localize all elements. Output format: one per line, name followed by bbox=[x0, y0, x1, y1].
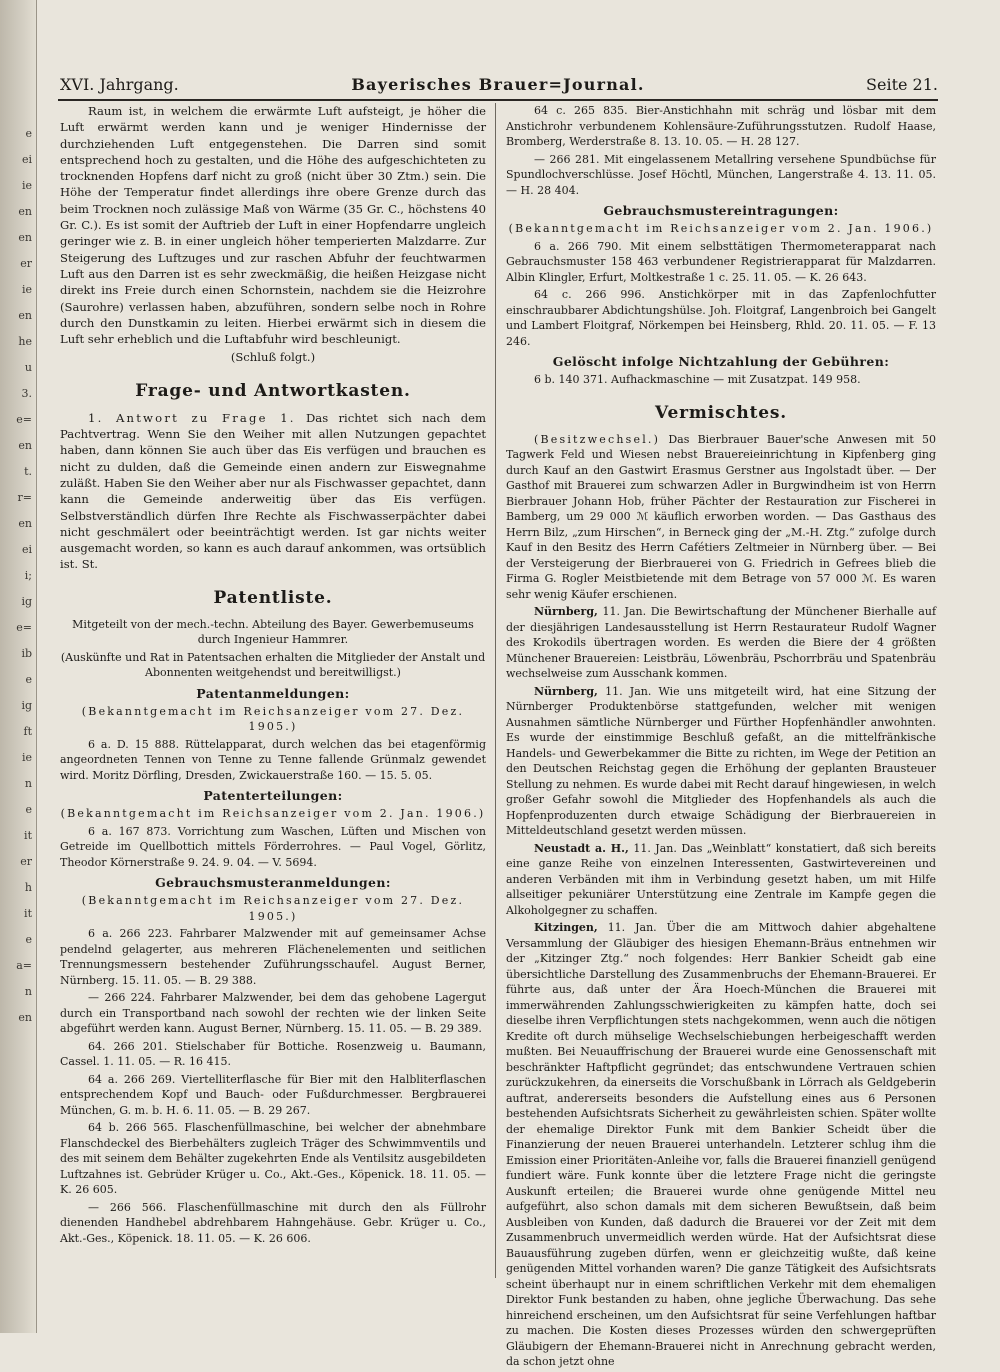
subheading-erteilungen: Patenterteilungen: bbox=[203, 788, 343, 804]
margin-fragment: 3. bbox=[21, 387, 32, 400]
news-lead: Nürnberg, bbox=[534, 684, 598, 698]
continued-note: (Schluß folgt.) bbox=[230, 350, 316, 365]
news-text: 11. Jan. Die Bewirtschaftung der Münchener Bierhalle auf der diesjährigen Landesausstellung ist Herrn Restaurateur Rudolf Wagner des Krokodils übertragen worden. Es werden die Biere der 4 größten Münchener Brauereien: Leistbräu, Löwenbräu, Pschorrbräu und Spatenbräu wechselweise zum Ausschank kommen. bbox=[506, 605, 937, 680]
patent-entry: 6 a. D. 15 888. Rüttelapparat, durch welchen das bei etagenförmig angeordneten Tennen von Tenne zu Tenne fallende Grünmalz gewendet wird. Moritz Dörfling, Dresden, Zwickauerstraße 160. — 15. 5. 05. bbox=[60, 737, 486, 782]
page-number: Seite 21. bbox=[866, 75, 938, 94]
patent-entry: 64 c. 266 996. Anstichkörper mit in das Zapfenlochfutter einschraubbarer Abdichtungshülse. Joh. Floitgraf, Langenbroich bei Gangelt und Lambert Floitgraf, Nörkempen bei Heinsberg, Rhld. 20. 11. 05. — F. 13 246. bbox=[506, 288, 936, 348]
margin-fragment: r= bbox=[17, 491, 32, 504]
margin-fragment: en bbox=[18, 1011, 32, 1024]
announcement-line: (Bekanntgemacht im Reichsanzeiger vom 2. Jan. 1906.) bbox=[60, 807, 486, 821]
patent-entry: 64 c. 265 835. Bier-Anstichhahn mit schräg und lösbar mit dem Anstichrohr verbundenem Kohlensäure-Zuführungsstutzen. Rudolf Haase, Bromberg, Werderstraße 8. 13. 10. 05. — H. 28 127. bbox=[506, 104, 936, 148]
patent-entry: 6 a. 266 790. Mit einem selbsttätigen Thermometerapparat nach Gebrauchsmuster 158 463 verbundener Registrierapparat für Malzdarren. Albin Klingler, Erfurt, Moltkestraße 1 c. 25. 11. 05. — K. 26 643. bbox=[506, 239, 936, 284]
patent-source-note: Mitgeteilt von der mech.-techn. Abteilung des Bayer. Gewerbemuseums durch Ingenieur Hammrer. bbox=[72, 617, 474, 647]
margin-fragment: ie bbox=[21, 283, 32, 296]
news-text: 11. Jan. Wie uns mitgeteilt wird, hat eine Sitzung der Nürnberger Produktenbörse stattgefunden, welcher mit wenigen Ausnahmen sämtliche Nürnberger und Fürther Hopfenhändler anwohnten. Es wurde der einstimmige Beschluß gefaßt, an die mittelfränkische Handels- und Gewerbekammer die Bitte zu richten, im Wege der Petition an den Deutschen Reichstag gegen die Erhöhung der geplanten Brausteuer Stellung zu nehmen. Es wurde dabei mit Recht darauf hingewiesen, in welch großer Gefahr sowohl die Mitglieder des Hopfenhandels als auch die Hopfenproduzenten durch etwaige Schädigung der Bierbrauereien in Mitteldeutschland gesetzt werden müssen. bbox=[506, 684, 937, 837]
margin-fragment: it bbox=[24, 829, 32, 842]
margin-fragment: en bbox=[18, 439, 32, 452]
news-lead: (Besitzwechsel.) bbox=[534, 432, 661, 446]
margin-fragment: he bbox=[18, 335, 32, 348]
margin-fragment: er bbox=[20, 257, 32, 270]
patent-entry: 6 b. 140 371. Aufhackmaschine — mit Zusatzpat. 149 958. bbox=[534, 373, 861, 386]
subheading-gbm-anmeldungen: Gebrauchsmusteranmeldungen: bbox=[155, 875, 391, 891]
margin-fragment: e bbox=[25, 803, 32, 816]
margin-fragment: a= bbox=[16, 959, 32, 972]
announcement-line: (Bekanntgemacht im Reichsanzeiger vom 27. Dez. 1905.) bbox=[81, 704, 465, 734]
subheading-gbm-eintragungen: Gebrauchsmustereintragungen: bbox=[603, 203, 839, 218]
news-item bbox=[506, 604, 936, 682]
header-rule bbox=[58, 99, 938, 101]
adjacent-page-gutter bbox=[0, 0, 37, 1333]
news-item bbox=[506, 432, 936, 603]
margin-fragment: ei bbox=[21, 153, 32, 166]
announcement-line: (Bekanntgemacht im Reichsanzeiger vom 2. Jan. 1906.) bbox=[508, 222, 934, 235]
margin-fragment: ie bbox=[21, 751, 32, 764]
news-text: 11. Jan. Über die am Mittwoch dahier abgehaltene Versammlung der Gläubiger des hiesigen Ehemann-Bräus entnehmen wir der „Kitzinger Ztg.“ noch folgendes: Herr Bankier Scheidt gab eine übersichtliche Darstellung des Zusammenbruchs der Ehemann-Brauerei. Er führte aus, daß unter der Ära Hoech-München die Brauerei mit immerwährenden Zahlungsschwierigkeiten zu kämpfen hatte, doch sei dieselbe ihren Verpflichtungen stets nachgekommen, wenn auch die nötigen Kredite oft durch mühselige Wechselschiebungen herbeigeschafft werden mußten. Bei Neuauffrischung der Brauerei wurde eine Genossenschaft mit beschränkter Haftpflicht gegründet; das entschwundene Vertrauen schien zurückzukehren, da einerseits die Vorschußbank in Lörrach als Geldgeberin auftrat, andererseits besonders die Aufstellung eines aus 6 Personen bestehenden Aufsichtsrats Sicherheit zu gewährleisten schien. Später wollte der ehemalige Direktor Funk mit dem Bankier Scheidt über die Finanzierung der neuen Brauerei unterhandeln. Letzterer schlug ihm die Emission einer Prioritäten-Anleihe vor, falls die Brauerei finanziell genügend fundiert wäre. Funk konnte über die letztere Frage nicht die geringste Auskunft erteilen; die Brauerei wurde ohne genügende Mittel neu aufgeführt, also schon damals mit dem sicheren Bewußtsein, daß beim Ausbleiben von Kunden, daß dadurch die Brauerei vor der Zeit mit dem Zusammenbruch unvermeidlich werden würde. Hat der Aufsichtsrat diese Bauausführung zugeben dürfen, wenn er gleichzeitig wußte, daß keine genügenden Mittel vorhanden waren? Die ganze Tätigkeit des Aufsichtsrats scheint überhaupt nur in einem schriftlichen Verkehr mit dem ehemaligen Direktor Funk bestanden zu haben, ohne jegliche Überwachung. Das sehe hinreichend erscheinen, um den Aufsichtsrat für seine Verfehlungen haftbar zu machen. Die Kosten dieses Prozesses würden den schwergeprüften Gläubigern der Ehemann-Brauerei nicht in Anrechnung gebracht werden, da schon jetzt ohne bbox=[506, 921, 936, 1368]
answer-text: Das richtet sich nach dem Pachtvertrag. Wenn Sie den Weiher mit allen Nutzungen gepachtet haben, dann können Sie auch über das Eis verfügen und brauchen es nicht zu dulden, daß die Gemeinde einen andern zur Eiswegnahme zuläßt. Haben Sie den Weiher aber nur als Fischwasser gepachtet, dann kann die Gemeinde anderweitig über das Eis verfügen. Selbstverständlich dürfen Ihre Rechte als Fischwasserpächter dabei nicht geschmälert oder beeinträchtigt werden. Ist gar nichts weiter ausgemacht worden, so kann es auch darauf ankommen, was ortsüblich ist. bbox=[60, 410, 487, 572]
patent-entry: 64 b. 266 565. Flaschenfüllmaschine, bei welcher der abnehmbare Flanschdeckel des Bierbehälters zugleich Träger des Schwimmventils und des mit seinem dem Behälter zugekehrten Ende als Ventilsitz ausgebildeten Luftzahnes ist. Gebrüder Krüger u. Co., Akt.-Ges., Köpenick. 18. 11. 05. — K. 26 605. bbox=[60, 1121, 486, 1197]
margin-fragment: ib bbox=[21, 647, 32, 660]
margin-fragment: e= bbox=[16, 621, 32, 634]
margin-fragment: ft bbox=[23, 725, 32, 738]
margin-fragment: it bbox=[24, 907, 32, 920]
patent-entry: — 266 224. Fahrbarer Malzwender, bei dem das gehobene Lagergut durch ein Transportband nach sowohl der rechten wie der linken Seite abgeführt werden kann. August Berner, Nürnberg. 15. 11. 05. — B. 29 389. bbox=[60, 991, 486, 1036]
answer-signature: St. bbox=[81, 557, 98, 572]
margin-fragment: ig bbox=[21, 595, 32, 608]
margin-fragment: er bbox=[20, 855, 32, 868]
news-lead: Neustadt a. H., bbox=[534, 841, 629, 855]
newspaper-page bbox=[58, 0, 938, 1368]
subheading-anmeldungen: Patentanmeldungen: bbox=[196, 685, 350, 701]
margin-fragment: e bbox=[25, 933, 32, 946]
margin-fragment: u bbox=[24, 361, 32, 374]
news-lead: Nürnberg, bbox=[534, 605, 598, 618]
column-divider bbox=[495, 103, 496, 1278]
margin-fragment: e bbox=[25, 127, 32, 140]
news-text: Das Bierbrauer Bauer'sche Anwesen mit 50 Tagwerk Feld und Wiesen nebst Brauereieinrichtung in Kipfenberg ging durch Kauf an den Gastwirt Erasmus Gerstner aus Ingolstadt über. — Der Gasthof mit Brauerei zum schwarzen Adler in Burgwindheim ist von Herrn Bierbrauer Johann Hob, früher Pächter der Restauration zur Fischerei in Bamberg, um 29 000 ℳ käuflich erworben worden. — Das Gasthaus des Herrn Bilz, „zum Hirschen“, in Berneck ging der „M.-H. Ztg.“ zufolge durch Kauf in den Besitz des Herrn Cafétiers Zeltmeier in Nürnberg über. — Bei der Versteigerung der Bierbrauerei von G. Friedrich in Gefrees blieb die Firma G. Rogler Meistbietende mit dem Betrage von 57 000 ℳ. Es waren sehr wenig Käufer erschienen. bbox=[506, 432, 936, 601]
news-item bbox=[506, 841, 936, 919]
section-heading-vermischtes: Vermischtes. bbox=[655, 402, 787, 423]
patent-entry: 6 a. 266 223. Fahrbarer Malzwender mit auf gemeinsamer Achse pendelnd gelagerter, aus mehreren Flächenelementen und seitlichen Trennungsmessern bestehender Zuführungsschaufel. August Berner, Nürnberg. 15. 11. 05. — B. 29 388. bbox=[60, 927, 486, 987]
margin-fragment: n bbox=[24, 985, 32, 998]
margin-fragment: ie bbox=[21, 179, 32, 192]
margin-fragment: en bbox=[18, 205, 32, 218]
margin-fragment: en bbox=[18, 517, 32, 530]
margin-fragment: t. bbox=[24, 465, 32, 478]
patent-entry: 64 a. 266 269. Viertelliterflasche für Bier mit den Halbliterflaschen entsprechendem Kopf und Bauch- oder Fußdurchmesser. Bergbrauerei München, G. m. b. H. 6. 11. 05. — B. 29 267. bbox=[60, 1072, 486, 1117]
article-continuation: Raum ist, in welchem die erwärmte Luft aufsteigt, je höher die Luft erwärmt werden kann und je weniger Hindernisse der durchziehenden Luft entgegenstehen. Die Darren sind somit entsprechend hoch zu gestalten, und die Höhe des aufgeschichteten zu trocknenden Hopfens darf nicht zu groß (nicht über 30 Ztm.) sein. Die Höhe der Temperatur findet allerdings ihre obere Grenze durch das beim Trocknen noch zulässige Maß von Wärme (35 Gr. C., höchstens 40 Gr. C.). Es ist somit der Auftrieb der Luft in einer Hopfendarre ungleich geringer wie z. B. in einer ungleich höher temperierten Malzdarre. Zur Steigerung des Luftzuges und zur raschen Abfuhr der feuchtwarmen Luft aus den Darren ist es sehr zweckmäßig, die heißen Heizgase nicht direkt ins Freie durch einen Schornstein, nachdem sie die Heizrohre (Saurohre) verlassen haben, abzuführen, sondern selbe noch in Rohre durch den Dunstkamin zu leiten. Hierbei erwärmt sich in diesem die Luft sehr erheblich und die Luftabfuhr wird beschleunigt. bbox=[60, 104, 486, 347]
left-column bbox=[60, 103, 486, 1248]
margin-fragment: h bbox=[24, 881, 32, 894]
news-text: 11. Jan. Das „Weinblatt“ konstatiert, daß sich bereits eine ganze Reihe von einzelnen Interessenten, Gastwirtevereinen und anderen Verbänden mit ihm in Verbindung gesetzt haben, um mit Hilfe allseitiger pekuniärer Unterstützung eine Zentrale im Kampfe gegen die Alkoholgegner zu schaffen. bbox=[506, 841, 936, 917]
journal-title: Bayerisches Brauer=Journal. bbox=[351, 75, 645, 94]
news-item bbox=[506, 920, 936, 1370]
patent-entry: — 266 566. Flaschenfüllmaschine mit durch den als Füllrohr dienenden Handhebel abdrehbarem Hahngehäuse. Gebr. Krüger u. Co., Akt.-Ges., Köpenick. 18. 11. 05. — K. 26 606. bbox=[60, 1200, 486, 1245]
news-lead: Kitzingen, bbox=[534, 921, 598, 934]
margin-fragment: e= bbox=[16, 413, 32, 426]
margin-fragment: en bbox=[18, 231, 32, 244]
patent-entry: — 266 281. Mit eingelassenem Metallring versehene Spundbüchse für Spundlochverschlüsse. Josef Höchtl, München, Langerstraße 4. 13. 11. 05. — H. 28 404. bbox=[506, 152, 936, 197]
margin-fragment: ig bbox=[21, 699, 32, 712]
margin-fragment: e bbox=[25, 673, 32, 686]
patent-entry: 6 a. 167 873. Vorrichtung zum Waschen, Lüften und Mischen von Getreide im Quellbottich mittels Förderrohres. — Paul Vogel, Görlitz, Theodor Körnerstraße 9. 24. 9. 04. — V. 5694. bbox=[60, 824, 486, 869]
volume-label: XVI. Jahrgang. bbox=[60, 75, 179, 94]
right-column bbox=[506, 103, 936, 1372]
news-item bbox=[506, 684, 936, 839]
patent-entry: 64. 266 201. Stielschaber für Bottiche. Rosenzweig u. Baumann, Cassel. 1. 11. 05. — R. 16 415. bbox=[60, 1039, 486, 1069]
margin-fragment: ei bbox=[21, 543, 32, 556]
patent-info-note: (Auskünfte und Rat in Patentsachen erhalten die Mitglieder der Anstalt und Abonnenten weitgehendst und bereitwilligst.) bbox=[60, 650, 486, 680]
margin-fragment: n bbox=[24, 777, 32, 790]
announcement-line: (Bekanntgemacht im Reichsanzeiger vom 27. Dez. 1905.) bbox=[81, 894, 465, 923]
margin-fragment: i; bbox=[24, 569, 32, 582]
margin-fragment: en bbox=[18, 309, 32, 322]
answer-paragraph bbox=[60, 410, 486, 573]
page-header bbox=[58, 72, 938, 98]
answer-lead: 1. Antwort zu Frage 1. bbox=[88, 410, 296, 425]
subheading-geloescht: Gelöscht infolge Nichtzahlung der Gebühren: bbox=[552, 354, 890, 369]
section-heading-patentliste: Patentliste. bbox=[213, 587, 333, 608]
section-heading-frage: Frage- und Antwortkasten. bbox=[135, 380, 411, 401]
